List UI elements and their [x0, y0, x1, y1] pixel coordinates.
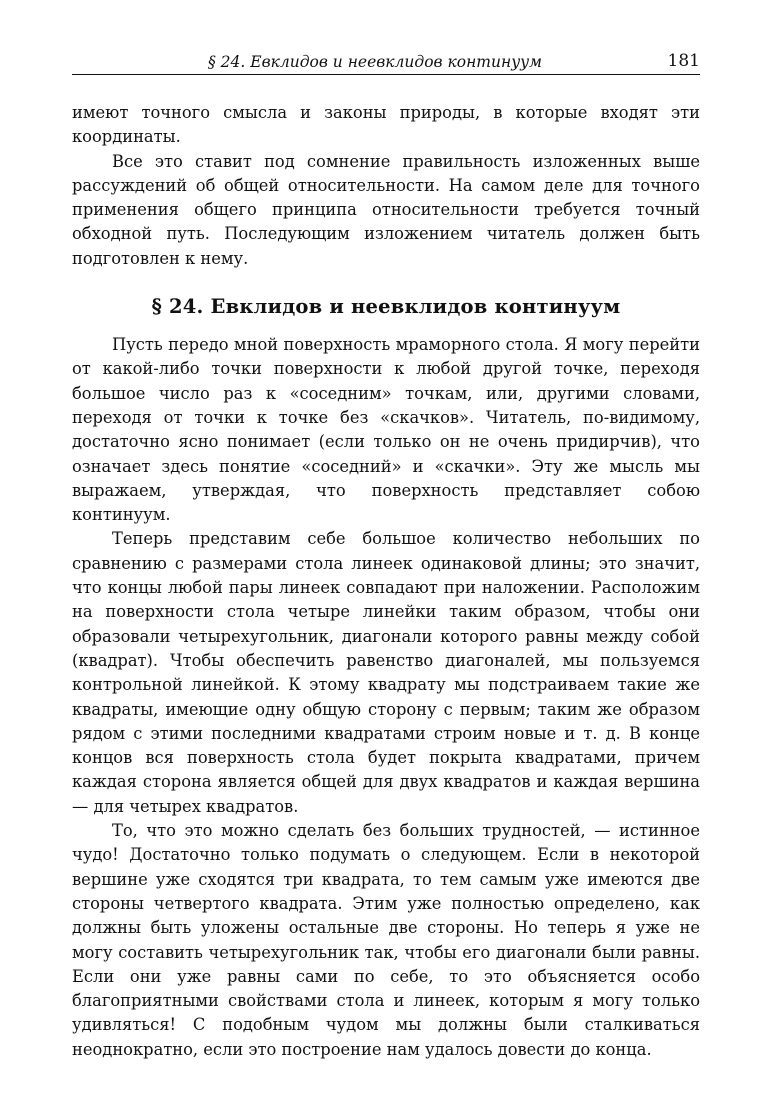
- section-heading: § 24. Евклидов и неевклидов континуум: [151, 295, 621, 319]
- book-page: [72, 48, 700, 1062]
- running-header-title: § 24. Евклидов и неевклидов континуум: [208, 53, 543, 71]
- paragraph: Теперь представим себе большое количество небольших по сравнению с размерами стола линеек одинаковой длины; это значит, что концы любой пары линеек совпадают при наложении. Расположим на поверхности стола четыре линейки таким образом, чтобы они образовали четырехугольник, диагонали которого равны между собой (квадрат). Чтобы обеспечить равенство диагоналей, мы пользуемся контрольной линейкой. К этому квадрату мы подстраиваем такие же квадраты, имеющие одну общую сторону с первым; таким же образом рядом с этими последними квадратами строим новые и т. д. В конце концов вся поверхность стола будет покрыта квадратами, причем каждая сторона является общей для двух квадратов и каждая вершина — для четырех квадратов.: [72, 529, 700, 816]
- running-header: [72, 48, 700, 75]
- body-text: [72, 101, 700, 1062]
- paragraph: То, что это можно сделать без больших трудностей, — истинное чудо! Достаточно только подумать о следующем. Если в некоторой вершине уже сходятся три квадрата, то тем самым уже имеются две стороны четвертого квадрата. Этим уже полностью определено, как должны быть уложены остальные две стороны. Но теперь я уже не могу составить четырехугольник так, чтобы его диагонали были равны. Если они уже равны сами по себе, то это объясняется особо благоприятными свойствами стола и линеек, которым я могу только удивляться! С подобным чудом мы должны были сталкиваться неоднократно, если это построение нам удалось довести до конца.: [72, 821, 700, 1059]
- paragraph: Все это ставит под сомнение правильность изложенных выше рассуждений об общей относительности. На самом деле для точного применения общего принципа относительности требуется точный обходной путь. Последующим изложением читатель должен быть подготовлен к нему.: [72, 151, 700, 268]
- paragraph: Пусть передо мной поверхность мраморного стола. Я могу перейти от какой-либо точки поверхности к любой другой точке, переходя большое число раз к «соседним» точкам, или, другими словами, переходя от точки к точке без «скачков». Читатель, по-видимому, достаточно ясно понимает (если только он не очень придирчив), что означает здесь понятие «соседний» и «скачки». Эту же мысль мы выражаем, утверждая, что поверхность представляет собою континуум.: [72, 335, 700, 525]
- page-number: 181: [667, 51, 700, 71]
- paragraph-continued: имеют точного смысла и законы природы, в которые входят эти координаты.: [72, 103, 700, 147]
